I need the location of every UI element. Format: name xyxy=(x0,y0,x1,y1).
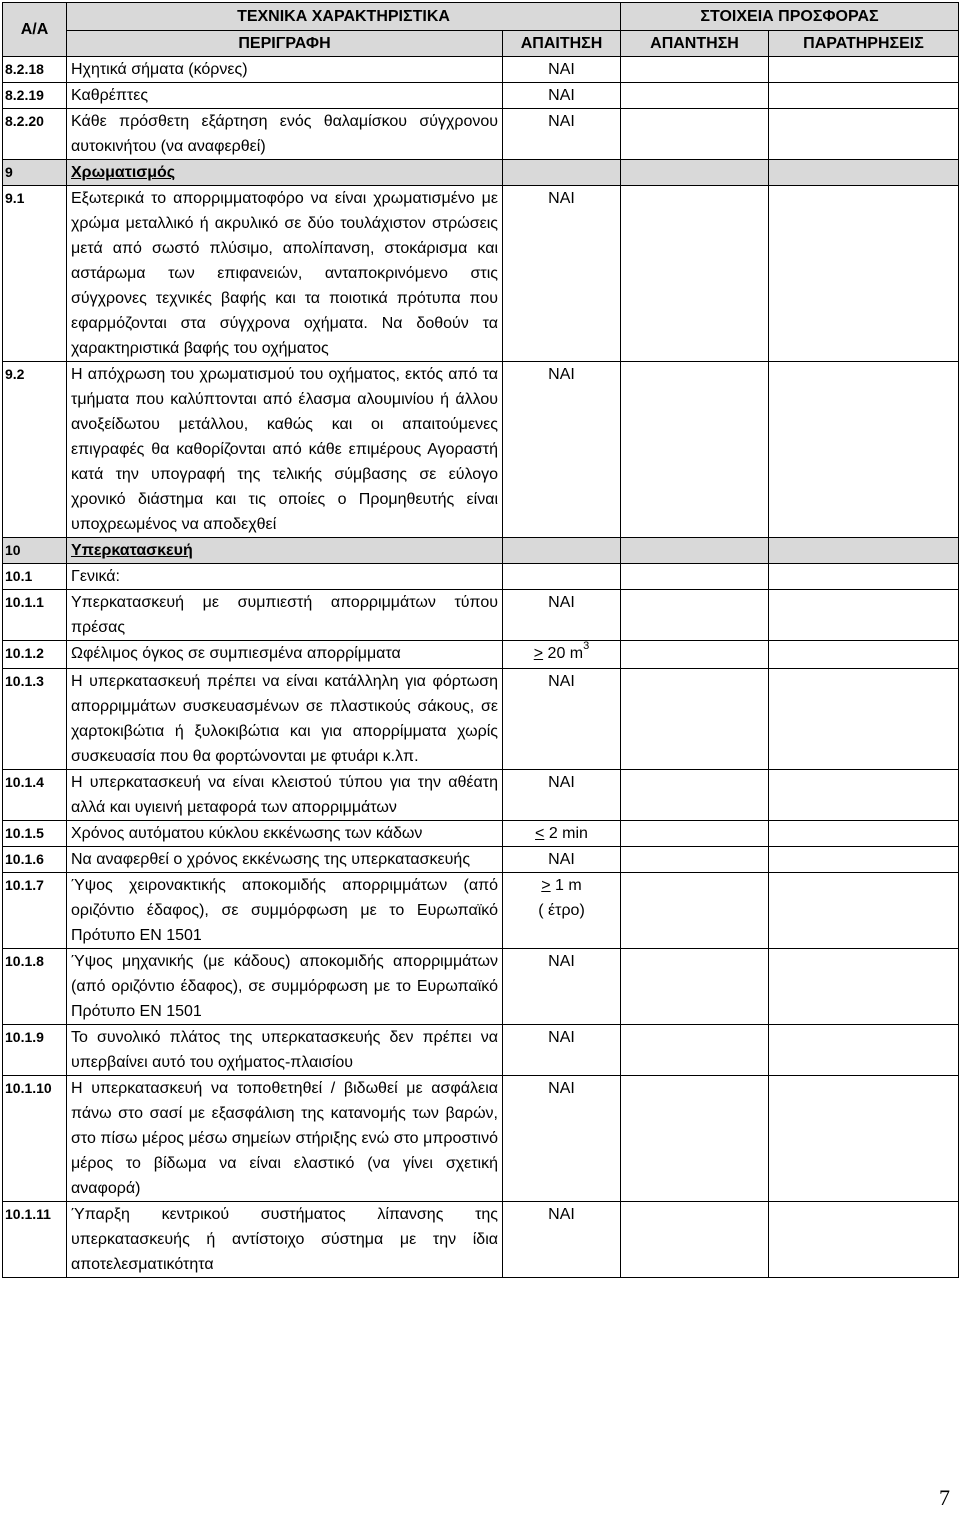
row-id: 10.1.7 xyxy=(3,873,67,949)
row-description: Χρόνος αυτόματου κύκλου εκκένωσης των κάδων xyxy=(67,821,503,847)
answer-cell xyxy=(621,1025,769,1076)
row-description: Η απόχρωση του χρωματισμού του οχήματος, εκτός από τα τμήματα που καλύπτονται από έλασμα αλουμινίου ή άλλου ανοξείδωτου μετάλλου, καθώς και οι απαιτούμενες επιγραφές θα καθορίζονται από κάθε επιμέρους Αγοραστή κατά την υπογραφή της τελικής σύμβασης σε εύλογο χρονικό διάστημα και τις οποίες ο Προμηθευτής είναι υποχρεωμένος να αποδεχθεί xyxy=(67,362,503,538)
remarks-cell xyxy=(769,1202,959,1278)
row-id: 10.1.10 xyxy=(3,1076,67,1202)
row-description: Η υπερκατασκευή πρέπει να είναι κατάλληλη για φόρτωση απορριμμάτων συσκευασμένων σε πλαστικούς σάκους, σε χαρτοκιβώτια ή ξυλοκιβώτια και για απορρίμματα χωρίς συσκευασία που θα φορτώνονται με φτυάρι κ.λπ. xyxy=(67,669,503,770)
row-requirement: ΝΑΙ xyxy=(503,362,621,538)
row-id: 10.1.9 xyxy=(3,1025,67,1076)
row-requirement: ΝΑΙ xyxy=(503,57,621,83)
page-number: 7 xyxy=(939,1485,950,1510)
remarks-cell xyxy=(769,83,959,109)
row-description: Ύψος χειρονακτικής αποκομιδής απορριμμάτων (από οριζόντιο έδαφος), σε συμμόρφωση με το Ευρωπαϊκό Πρότυπο ΕΝ 1501 xyxy=(67,873,503,949)
section-id: 10 xyxy=(3,538,67,564)
table-row xyxy=(3,57,959,83)
table-row xyxy=(3,1025,959,1076)
row-id: 9.2 xyxy=(3,362,67,538)
row-description: Καθρέπτες xyxy=(67,83,503,109)
answer-cell xyxy=(621,57,769,83)
table-row xyxy=(3,770,959,821)
answer-cell xyxy=(621,1076,769,1202)
answer-cell xyxy=(621,109,769,160)
row-id: 10.1.1 xyxy=(3,590,67,641)
answer-cell xyxy=(621,362,769,538)
remarks-cell xyxy=(769,109,959,160)
row-description: Η υπερκατασκευή να τοποθετηθεί / βιδωθεί με ασφάλεια πάνω στο σασί με εξασφάλιση της κατανομής των βαρών, στο πίσω μέρος μέσω σημείων στήριξης ενώ στο μπροστινό μέρος το βίδωμα να είναι ελαστικό (να γίνει σχετική αναφορά) xyxy=(67,1076,503,1202)
spec-table xyxy=(2,2,959,1278)
table-row xyxy=(3,821,959,847)
col-description-header: ΠΕΡΙΓΡΑΦΗ xyxy=(67,31,503,57)
row-requirement: ΝΑΙ xyxy=(503,1025,621,1076)
table-row xyxy=(3,1202,959,1278)
offer-details-header: ΣΤΟΙΧΕΙΑ ΠΡΟΣΦΟΡΑΣ xyxy=(621,3,959,31)
row-requirement: ΝΑΙ xyxy=(503,949,621,1025)
row-description: Υπερκατασκευή με συμπιεστή απορριμμάτων τύπου πρέσας xyxy=(67,590,503,641)
table-row xyxy=(3,949,959,1025)
table-row xyxy=(3,362,959,538)
table-row xyxy=(3,669,959,770)
row-requirement: ΝΑΙ xyxy=(503,847,621,873)
row-description: Γενικά: xyxy=(67,564,503,590)
row-requirement: ΝΑΙ xyxy=(503,669,621,770)
row-id: 10.1.5 xyxy=(3,821,67,847)
remarks-cell xyxy=(769,186,959,362)
row-id: 9.1 xyxy=(3,186,67,362)
remarks-cell xyxy=(769,669,959,770)
table-row xyxy=(3,873,959,949)
row-requirement: ΝΑΙ xyxy=(503,1202,621,1278)
row-description: Ωφέλιμος όγκος σε συμπιεσμένα απορρίμματα xyxy=(67,641,503,669)
table-row xyxy=(3,186,959,362)
requirement-value: 1 m xyxy=(550,877,582,894)
row-description: Το συνολικό πλάτος της υπερκατασκευής δεν πρέπει να υπερβαίνει αυτό του οχήματος-πλαισίου xyxy=(67,1025,503,1076)
row-id: 8.2.18 xyxy=(3,57,67,83)
answer-cell xyxy=(621,669,769,770)
answer-cell xyxy=(621,949,769,1025)
remarks-cell xyxy=(769,821,959,847)
row-id: 10.1.8 xyxy=(3,949,67,1025)
remarks-cell xyxy=(769,538,959,564)
remarks-cell xyxy=(769,873,959,949)
row-id: 10.1.11 xyxy=(3,1202,67,1278)
answer-cell xyxy=(621,770,769,821)
col-requirement-header: ΑΠΑΙΤΗΣΗ xyxy=(503,31,621,57)
row-id: 8.2.20 xyxy=(3,109,67,160)
remarks-cell xyxy=(769,1025,959,1076)
row-id: 10.1.2 xyxy=(3,641,67,669)
answer-cell xyxy=(621,160,769,186)
tech-specs-header: ΤΕΧΝΙΚΑ ΧΑΡΑΚΤΗΡΙΣΤΙΚΑ xyxy=(67,3,621,31)
row-description: Η υπερκατασκευή να είναι κλειστού τύπου για την αθέατη αλλά και υγιεινή μεταφορά των απορριμμάτων xyxy=(67,770,503,821)
answer-cell xyxy=(621,847,769,873)
remarks-cell xyxy=(769,949,959,1025)
remarks-cell xyxy=(769,160,959,186)
row-requirement xyxy=(503,538,621,564)
col-id-header: Α/Α xyxy=(3,3,67,57)
row-id: 10.1.6 xyxy=(3,847,67,873)
section-title: Υπερκατασκευή xyxy=(67,538,503,564)
remarks-cell xyxy=(769,590,959,641)
header-row-2 xyxy=(3,31,959,57)
table-row xyxy=(3,847,959,873)
row-requirement xyxy=(503,821,621,847)
row-requirement: ΝΑΙ xyxy=(503,590,621,641)
row-description: Κάθε πρόσθετη εξάρτηση ενός θαλαμίσκου σύγχρονου αυτοκινήτου (να αναφερθεί) xyxy=(67,109,503,160)
row-description: Να αναφερθεί ο χρόνος εκκένωσης της υπερκατασκευής xyxy=(67,847,503,873)
row-requirement xyxy=(503,160,621,186)
section-title: Χρωματισμός xyxy=(67,160,503,186)
row-requirement xyxy=(503,873,621,949)
row-requirement xyxy=(503,564,621,590)
remarks-cell xyxy=(769,362,959,538)
row-id: 10.1.4 xyxy=(3,770,67,821)
row-requirement: ΝΑΙ xyxy=(503,186,621,362)
row-description: Ηχητικά σήματα (κόρνες) xyxy=(67,57,503,83)
table-row xyxy=(3,83,959,109)
requirement-superscript: 3 xyxy=(583,640,590,652)
row-requirement: ΝΑΙ xyxy=(503,1076,621,1202)
header-row-1 xyxy=(3,3,959,31)
row-id: 10.1.3 xyxy=(3,669,67,770)
row-description: Εξωτερικά το απορριμματοφόρο να είναι χρωματισμένο με χρώμα μεταλλικό ή ακρυλικό σε δύο τουλάχιστον στρώσεις μετά από σωστό πλύσιμο, απολίπανση, στοκάρισμα και αστάρωμα των επιφανειών, ανταποκρινόμενο στις σύγχρονες τεχνικές βαφής και τα ποιοτικά πρότυπα που εφαρμόζονται στα σύγχρονα οχήματα. Να δοθούν τα χαρακτηριστικά βαφής του οχήματος xyxy=(67,186,503,362)
table-row xyxy=(3,109,959,160)
row-requirement: ΝΑΙ xyxy=(503,83,621,109)
remarks-cell xyxy=(769,641,959,669)
remarks-cell xyxy=(769,1076,959,1202)
table-row xyxy=(3,1076,959,1202)
comparison-symbol: > xyxy=(541,877,551,894)
comparison-symbol: < xyxy=(535,825,545,842)
table-row xyxy=(3,641,959,669)
answer-cell xyxy=(621,1202,769,1278)
requirement-unit-note: ( έτρο) xyxy=(538,902,585,919)
answer-cell xyxy=(621,873,769,949)
section-row xyxy=(3,160,959,186)
answer-cell xyxy=(621,83,769,109)
row-id: 10.1 xyxy=(3,564,67,590)
answer-cell xyxy=(621,186,769,362)
answer-cell xyxy=(621,590,769,641)
row-requirement xyxy=(503,641,621,669)
row-description: Ύψος μηχανικής (με κάδους) αποκομιδής απορριμμάτων (από οριζόντιο έδαφος), σε συμμόρφωση με το Ευρωπαϊκό Πρότυπο ΕΝ 1501 xyxy=(67,949,503,1025)
row-description: Ύπαρξη κεντρικού συστήματος λίπανσης της υπερκατασκευής ή αντίστοιχο σύστημα με την ίδια αποτελεσματικότητα xyxy=(67,1202,503,1278)
row-id: 8.2.19 xyxy=(3,83,67,109)
remarks-cell xyxy=(769,57,959,83)
answer-cell xyxy=(621,821,769,847)
answer-cell xyxy=(621,564,769,590)
table-row xyxy=(3,564,959,590)
col-answer-header: ΑΠΑΝΤΗΣΗ xyxy=(621,31,769,57)
row-requirement: ΝΑΙ xyxy=(503,770,621,821)
row-requirement: ΝΑΙ xyxy=(503,109,621,160)
requirement-value: 20 m xyxy=(543,645,584,662)
remarks-cell xyxy=(769,770,959,821)
requirement-value: 2 min xyxy=(544,825,588,842)
section-id: 9 xyxy=(3,160,67,186)
table-row xyxy=(3,590,959,641)
col-remarks-header: ΠΑΡΑΤΗΡΗΣΕΙΣ xyxy=(769,31,959,57)
answer-cell xyxy=(621,641,769,669)
remarks-cell xyxy=(769,564,959,590)
remarks-cell xyxy=(769,847,959,873)
section-row xyxy=(3,538,959,564)
answer-cell xyxy=(621,538,769,564)
comparison-symbol: > xyxy=(533,645,544,662)
